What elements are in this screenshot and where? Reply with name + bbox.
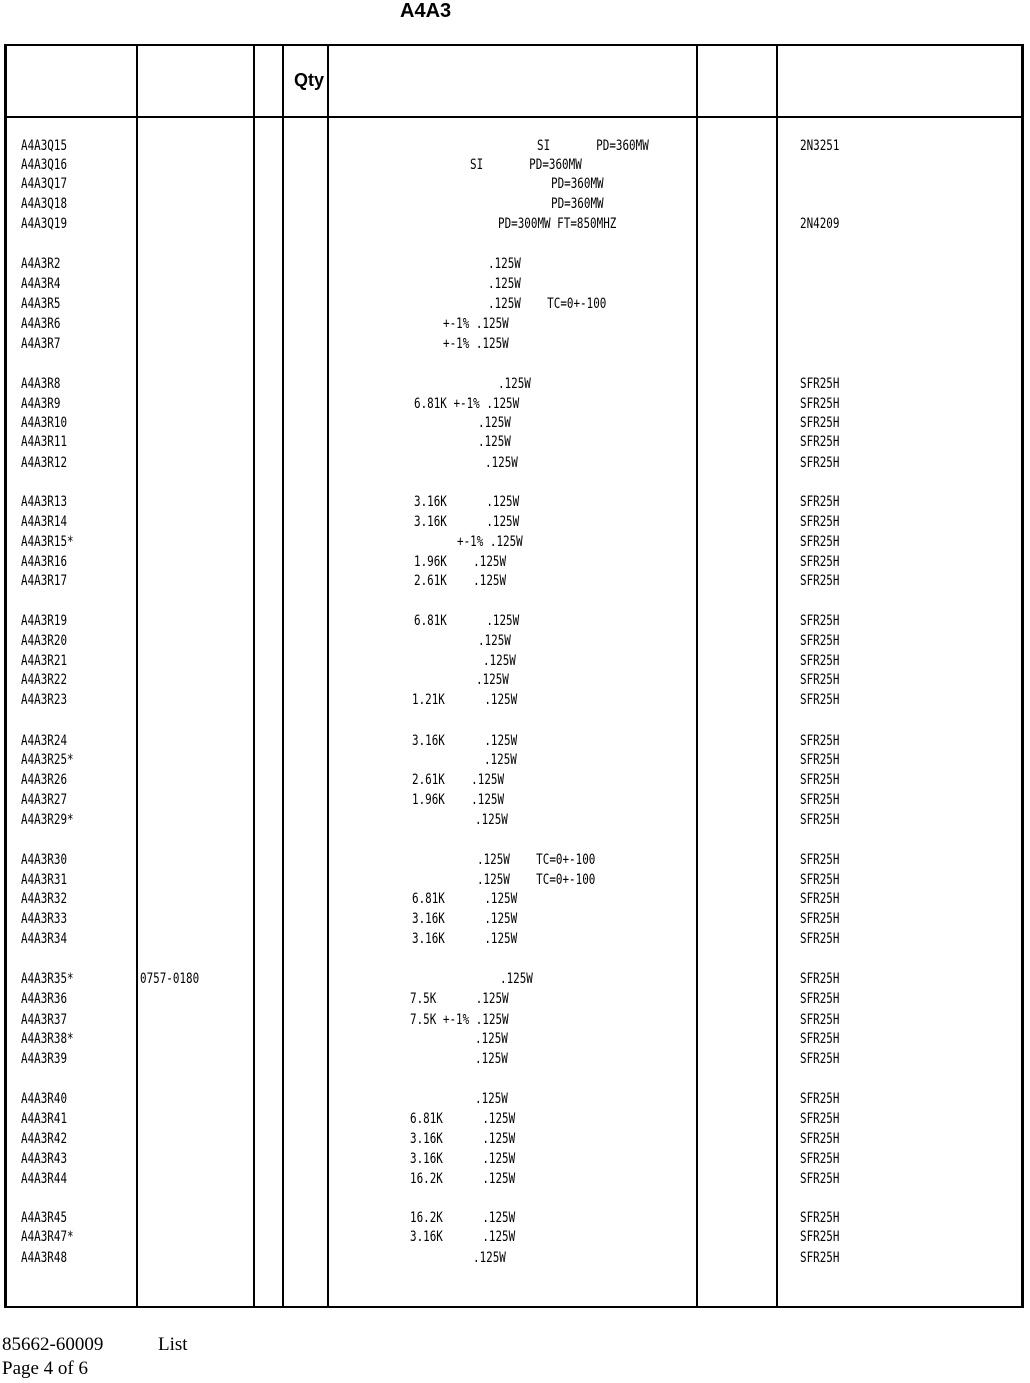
- mfr-part-number: SFR25H: [800, 672, 840, 688]
- reference-designator: A4A3R38*: [21, 1031, 74, 1047]
- reference-designator: A4A3Q16: [21, 157, 68, 173]
- reference-designator: A4A3R14: [21, 514, 68, 530]
- description: 3.16K .125W: [410, 1151, 516, 1167]
- description: PD=360MW: [551, 176, 604, 192]
- description: .125W: [475, 1051, 508, 1067]
- qty-column-header: Qty: [294, 70, 325, 90]
- mfr-part-number: SFR25H: [800, 613, 840, 629]
- mfr-part-number: 2N4209: [800, 216, 840, 232]
- reference-designator: A4A3R13: [21, 494, 68, 510]
- mfr-part-number: SFR25H: [800, 1131, 840, 1147]
- mfr-part-number: SFR25H: [800, 1111, 840, 1127]
- reference-designator: A4A3R27: [21, 792, 68, 808]
- mfr-part-number: SFR25H: [800, 455, 840, 471]
- part-number: 0757-0180: [140, 971, 200, 987]
- reference-designator: A4A3R26: [21, 772, 68, 788]
- description: .125W TC=0+-100: [477, 872, 596, 888]
- description: .125W: [488, 256, 521, 272]
- reference-designator: A4A3R9: [21, 396, 61, 412]
- reference-designator: A4A3R24: [21, 733, 68, 749]
- description: 6.81K .125W: [412, 891, 518, 907]
- mfr-part-number: SFR25H: [800, 1091, 840, 1107]
- mfr-part-number: SFR25H: [800, 633, 840, 649]
- reference-designator: A4A3R48: [21, 1250, 68, 1266]
- description: .125W TC=0+-100: [477, 852, 596, 868]
- reference-designator: A4A3Q15: [21, 138, 68, 154]
- description: .125W: [473, 1250, 506, 1266]
- reference-designator: A4A3R23: [21, 692, 68, 708]
- reference-designator: A4A3R7: [21, 336, 61, 352]
- mfr-part-number: SFR25H: [800, 434, 840, 450]
- description: 2.61K .125W: [414, 573, 507, 589]
- mfr-part-number: SFR25H: [800, 852, 840, 868]
- mfr-part-number: SFR25H: [800, 1012, 840, 1028]
- reference-designator: A4A3R36: [21, 991, 68, 1007]
- description: 7.5K .125W: [410, 991, 509, 1007]
- description: 3.16K .125W: [412, 911, 518, 927]
- reference-designator: A4A3R30: [21, 852, 68, 868]
- reference-designator: A4A3R43: [21, 1151, 68, 1167]
- reference-designator: A4A3Q18: [21, 196, 68, 212]
- description: 3.16K .125W: [414, 494, 520, 510]
- description: .125W: [478, 434, 511, 450]
- description: .125W: [484, 752, 517, 768]
- column-divider: [776, 44, 778, 1308]
- mfr-part-number: SFR25H: [800, 1051, 840, 1067]
- description: .125W: [483, 653, 516, 669]
- description: PD=300MW FT=850MHZ: [498, 216, 617, 232]
- reference-designator: A4A3R25*: [21, 752, 74, 768]
- header-divider: [4, 116, 1024, 118]
- description: +-1% .125W: [457, 534, 523, 550]
- mfr-part-number: SFR25H: [800, 653, 840, 669]
- reference-designator: A4A3R11: [21, 434, 68, 450]
- page-number: Page 4 of 6: [2, 1358, 89, 1379]
- reference-designator: A4A3R8: [21, 376, 61, 392]
- description: 3.16K .125W: [410, 1131, 516, 1147]
- description: 16.2K .125W: [410, 1210, 516, 1226]
- description: .125W: [476, 672, 509, 688]
- mfr-part-number: SFR25H: [800, 415, 840, 431]
- description: 6.81K .125W: [410, 1111, 516, 1127]
- reference-designator: A4A3R22: [21, 672, 68, 688]
- description: 16.2K .125W: [410, 1171, 516, 1187]
- description: .125W: [478, 415, 511, 431]
- mfr-part-number: SFR25H: [800, 534, 840, 550]
- reference-designator: A4A3R6: [21, 316, 61, 332]
- reference-designator: A4A3R29*: [21, 812, 74, 828]
- mfr-part-number: SFR25H: [800, 752, 840, 768]
- description: SI PD=360MW: [470, 157, 582, 173]
- description: 3.16K .125W: [412, 931, 518, 947]
- description: .125W: [475, 1091, 508, 1107]
- reference-designator: A4A3R37: [21, 1012, 68, 1028]
- mfr-part-number: SFR25H: [800, 792, 840, 808]
- description: 3.16K .125W: [414, 514, 520, 530]
- reference-designator: A4A3Q19: [21, 216, 68, 232]
- reference-designator: A4A3R31: [21, 872, 68, 888]
- reference-designator: A4A3R16: [21, 554, 68, 570]
- reference-designator: A4A3R2: [21, 256, 61, 272]
- mfr-part-number: SFR25H: [800, 733, 840, 749]
- description: 6.81K .125W: [414, 613, 520, 629]
- mfr-part-number: SFR25H: [800, 573, 840, 589]
- reference-designator: A4A3R42: [21, 1131, 68, 1147]
- mfr-part-number: SFR25H: [800, 494, 840, 510]
- description: +-1% .125W: [443, 316, 509, 332]
- description: +-1% .125W: [443, 336, 509, 352]
- mfr-part-number: SFR25H: [800, 812, 840, 828]
- mfr-part-number: SFR25H: [800, 991, 840, 1007]
- column-divider: [253, 44, 255, 1308]
- reference-designator: A4A3R39: [21, 1051, 68, 1067]
- description: 7.5K +-1% .125W: [410, 1012, 509, 1028]
- column-divider: [136, 44, 138, 1308]
- mfr-part-number: SFR25H: [800, 554, 840, 570]
- column-divider: [696, 44, 698, 1308]
- description: .125W: [475, 1031, 508, 1047]
- reference-designator: A4A3R15*: [21, 534, 74, 550]
- description: .125W: [485, 455, 518, 471]
- reference-designator: A4A3R45: [21, 1210, 68, 1226]
- mfr-part-number: SFR25H: [800, 1171, 840, 1187]
- reference-designator: A4A3R41: [21, 1111, 68, 1127]
- description: 2.61K .125W: [412, 772, 505, 788]
- reference-designator: A4A3R17: [21, 573, 68, 589]
- mfr-part-number: SFR25H: [800, 1151, 840, 1167]
- reference-designator: A4A3R35*: [21, 971, 74, 987]
- reference-designator: A4A3R44: [21, 1171, 68, 1187]
- page-title: A4A3: [400, 0, 452, 22]
- mfr-part-number: SFR25H: [800, 971, 840, 987]
- reference-designator: A4A3R10: [21, 415, 68, 431]
- description: SI PD=360MW: [537, 138, 649, 154]
- description: .125W: [475, 812, 508, 828]
- description: .125W: [498, 376, 531, 392]
- mfr-part-number: SFR25H: [800, 891, 840, 907]
- list-label: List: [158, 1334, 188, 1355]
- reference-designator: A4A3R33: [21, 911, 68, 927]
- mfr-part-number: SFR25H: [800, 692, 840, 708]
- description: 1.21K .125W: [412, 692, 518, 708]
- mfr-part-number: SFR25H: [800, 1250, 840, 1266]
- mfr-part-number: SFR25H: [800, 872, 840, 888]
- mfr-part-number: 2N3251: [800, 138, 840, 154]
- mfr-part-number: SFR25H: [800, 1210, 840, 1226]
- description: 3.16K .125W: [412, 733, 518, 749]
- reference-designator: A4A3R32: [21, 891, 68, 907]
- description: 1.96K .125W: [414, 554, 507, 570]
- mfr-part-number: SFR25H: [800, 514, 840, 530]
- column-divider: [282, 44, 284, 1308]
- reference-designator: A4A3R40: [21, 1091, 68, 1107]
- mfr-part-number: SFR25H: [800, 376, 840, 392]
- reference-designator: A4A3R34: [21, 931, 68, 947]
- description: 6.81K +-1% .125W: [414, 396, 520, 412]
- reference-designator: A4A3R47*: [21, 1229, 74, 1245]
- reference-designator: A4A3R4: [21, 276, 61, 292]
- mfr-part-number: SFR25H: [800, 1031, 840, 1047]
- description: .125W: [478, 633, 511, 649]
- description: .125W: [500, 971, 533, 987]
- description: .125W: [488, 276, 521, 292]
- reference-designator: A4A3Q17: [21, 176, 68, 192]
- reference-designator: A4A3R20: [21, 633, 68, 649]
- reference-designator: A4A3R19: [21, 613, 68, 629]
- description: 3.16K .125W: [410, 1229, 516, 1245]
- reference-designator: A4A3R12: [21, 455, 68, 471]
- description: PD=360MW: [551, 196, 604, 212]
- mfr-part-number: SFR25H: [800, 396, 840, 412]
- description: .125W TC=0+-100: [488, 296, 607, 312]
- mfr-part-number: SFR25H: [800, 1229, 840, 1245]
- reference-designator: A4A3R5: [21, 296, 61, 312]
- column-divider: [327, 44, 329, 1308]
- mfr-part-number: SFR25H: [800, 911, 840, 927]
- mfr-part-number: SFR25H: [800, 772, 840, 788]
- reference-designator: A4A3R21: [21, 653, 68, 669]
- description: 1.96K .125W: [412, 792, 505, 808]
- document-number: 85662-60009: [2, 1334, 104, 1355]
- mfr-part-number: SFR25H: [800, 931, 840, 947]
